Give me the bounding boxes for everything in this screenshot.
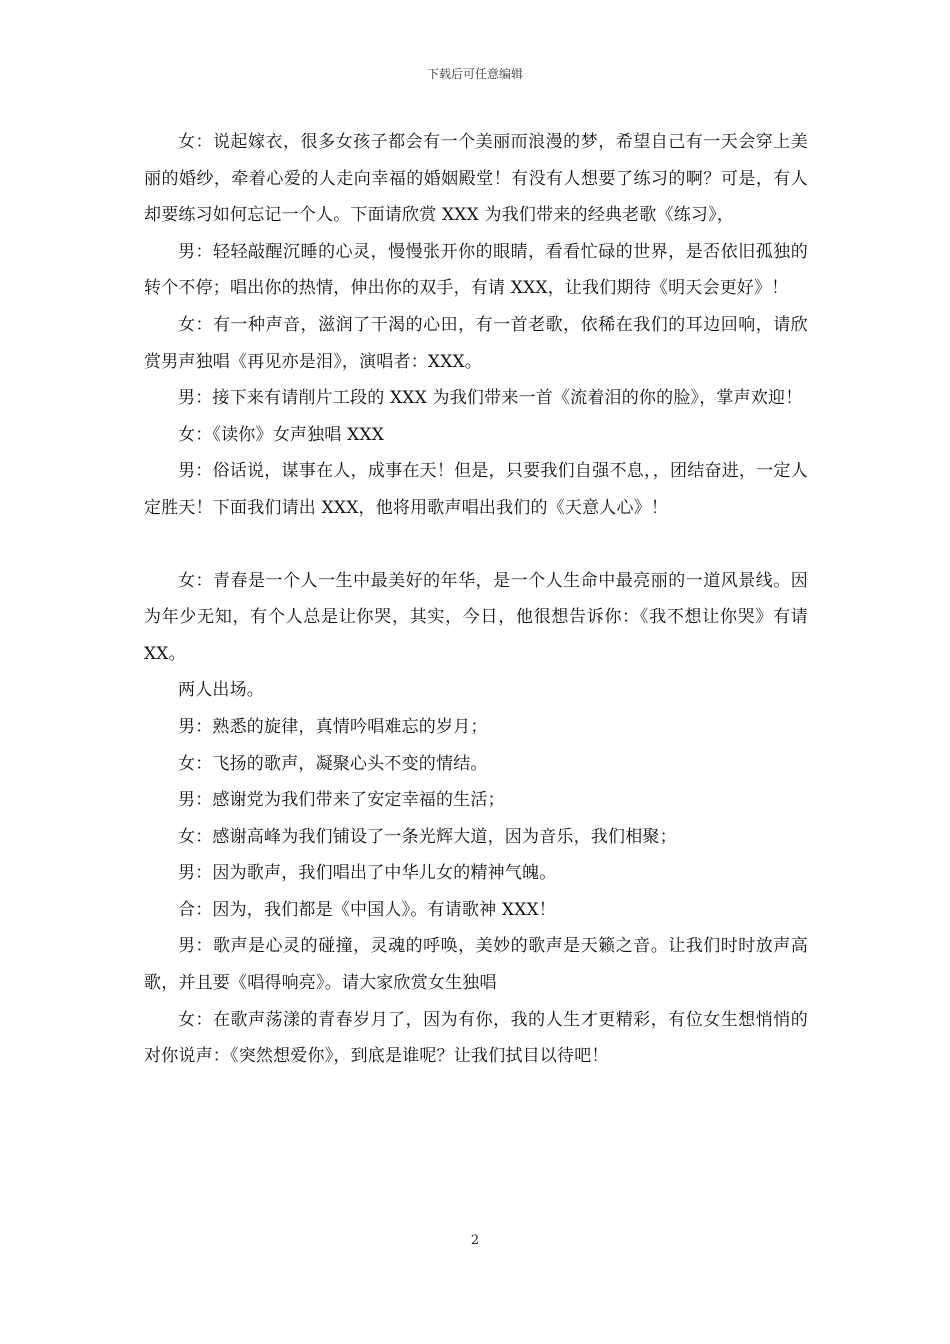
paragraph: 两人出场。 <box>178 680 264 701</box>
paragraph: 男：接下来有请削片工段的 XXX 为我们带来一首《流着泪的你的脸》，掌声欢迎！ <box>178 388 803 409</box>
paragraph: 女：在歌声荡漾的青春岁月了，因为有你，我的人生才更精彩，有位女生想悄悄的对你说声：《突然想爱你》，到底是谁呢？让我们拭目以待吧！ <box>144 1009 808 1067</box>
paragraph: 男：感谢党为我们带来了安定幸福的生活； <box>178 790 505 811</box>
paragraph: 女：感谢高峰为我们铺设了一条光辉大道，因为音乐，我们相聚； <box>178 826 677 847</box>
document-body <box>144 124 808 1075</box>
paragraph: 男：熟悉的旋律，真情吟唱难忘的岁月； <box>178 716 488 737</box>
paragraph: 女：有一种声音，滋润了干渴的心田，有一首老歌，依稀在我们的耳边回响，请欣赏男声独唱《再见亦是泪》，演唱者：XXX。 <box>144 314 808 372</box>
paragraph: 男：轻轻敲醒沉睡的心灵，慢慢张开你的眼睛，看看忙碌的世界，是否依旧孤独的转个不停；唱出你的热情，伸出你的双手，有请 XXX，让我们期待《明天会更好》！ <box>144 241 808 299</box>
paragraph: 男：俗话说，谋事在人，成事在天！但是，只要我们自强不息，，团结奋进，一定人定胜天！下面我们请出 XXX，他将用歌声唱出我们的《天意人心》！ <box>144 461 808 518</box>
paragraph: 男：歌声是心灵的碰撞，灵魂的呼唤，美妙的歌声是天籁之音。让我们时时放声高歌，并且要《唱得响亮》。请大家欣赏女生独唱 <box>144 936 808 994</box>
paragraph: 女：说起嫁衣，很多女孩子都会有一个美丽而浪漫的梦，希望自己有一天会穿上美丽的婚纱，牵着心爱的人走向幸福的婚姻殿堂！有没有人想要了练习的啊？可是，有人却要练习如何忘记一个人。下面请欣赏 XXX 为我们带来的经典老歌《练习》， <box>144 132 808 226</box>
paragraph: 女：飞扬的歌声，凝聚心头不变的情结。 <box>178 753 488 774</box>
paragraph: 男：因为歌声，我们唱出了中华儿女的精神气魄。 <box>178 863 557 884</box>
paragraph: 合：因为，我们都是《中国人》。有请歌神 XXX！ <box>178 899 557 920</box>
page-header: 下载后可任意编辑 <box>426 67 523 81</box>
blank-line <box>144 527 808 563</box>
paragraph: 女：青春是一个人一生中最美好的年华，是一个人生命中最亮丽的一道风景线。因为年少无知，有个人总是让你哭，其实，今日，他很想告诉你：《我不想让你哭》有请 XX。 <box>144 570 808 664</box>
paragraph: 女：《读你》女声独唱 XXX <box>178 424 385 445</box>
page-number: 2 <box>470 1233 480 1248</box>
